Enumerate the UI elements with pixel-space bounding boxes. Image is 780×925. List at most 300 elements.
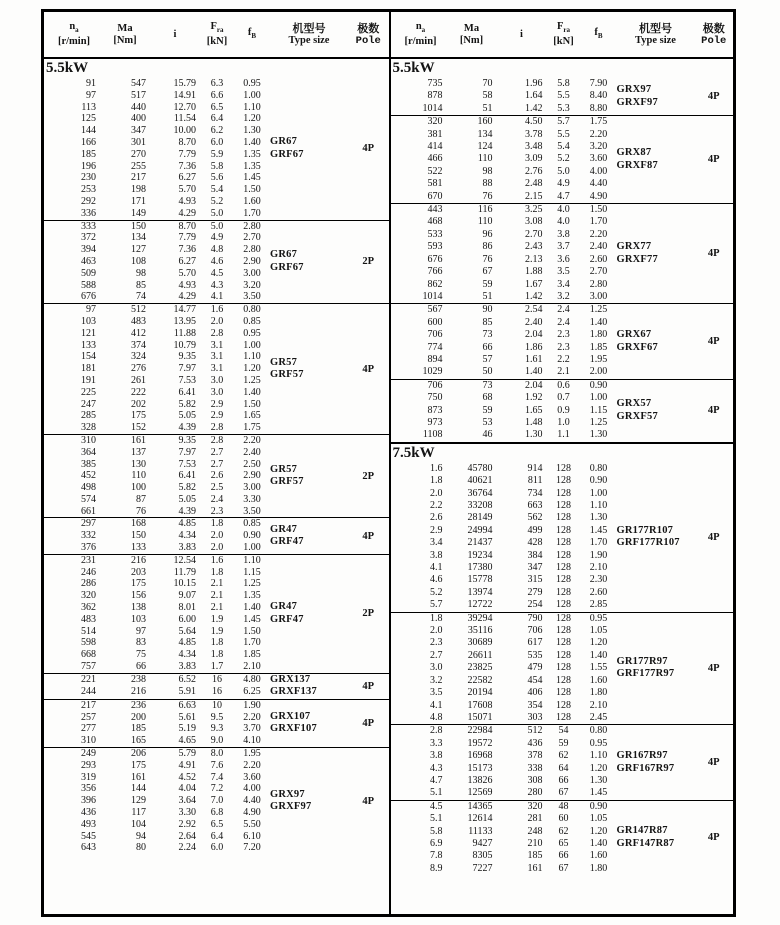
table-cell: 64 [558,762,569,774]
table-cell: 3.8 [430,549,443,561]
type-size-label: GRXF137 [270,686,317,698]
pole-cell: 4P [707,662,720,674]
table-cell: 574 [81,493,96,505]
table-cell: 4.29 [178,207,196,219]
table-cell: 1.10 [589,500,608,511]
table-cell: 12569 [467,787,493,799]
table-cell: 87 [136,493,146,505]
table-cell: 7.0 [210,795,224,807]
table-cell: 10.00 [173,125,196,137]
spec-rows [391,613,617,725]
table-cell: 4.85 [178,518,196,530]
table-cell: 0.90 [589,475,608,487]
table-cell: 3.09 [525,153,543,165]
table-cell: 466 [427,153,443,165]
table-cell: 144 [131,783,146,795]
table-cell: 1.10 [589,750,608,762]
table-cell: 97 [86,304,96,316]
table-cell: 1.92 [525,392,543,404]
table-cell: 3.64 [178,795,196,807]
table-cell: 8.9 [430,862,443,874]
table-cell: 894 [427,353,443,365]
table-cell: 85 [136,279,146,291]
table-cell: 347 [131,125,146,137]
table-cell: 238 [131,673,146,685]
table-cell: 8.40 [589,90,608,102]
table-cell: 4.0 [557,204,570,216]
table-cell: 175 [131,578,146,590]
table-row [391,488,617,500]
table-cell: 128 [556,674,571,686]
type-size-label: GR57 [270,463,298,475]
table-cell: 6.63 [178,699,196,711]
table-cell: 4.0 [557,216,570,228]
table-row [44,304,270,316]
table-cell: 1.96 [525,78,543,89]
table-row [391,366,617,378]
table-cell: 196 [81,160,96,172]
table-cell: 4.40 [589,178,608,190]
type-size-cell [270,518,348,553]
table-row [391,90,617,102]
table-cell: 1.90 [589,549,608,561]
table-cell: 1.8 [210,566,224,578]
table-cell: 706 [427,379,443,391]
table-cell: 1.45 [243,613,261,625]
table-cell: 3.2 [557,290,570,302]
table-cell: 4.00 [589,165,608,177]
table-cell: 128 [556,612,571,624]
table-cell: 5.7 [430,599,443,611]
table-cell: 50 [482,366,493,378]
table-row [391,254,617,266]
table-cell: 2.60 [589,586,608,598]
table-cell: 7.2 [210,783,224,795]
pole-cell: 4P [362,680,375,692]
table-row [44,482,270,494]
spec-rows [44,674,270,699]
table-cell: 134 [477,128,493,140]
table-cell: 15071 [467,711,493,723]
type-size-label: GR67 [270,136,298,148]
table-cell: 62 [558,750,569,762]
table-cell: 5.2 [430,586,443,598]
table-cell: 2.80 [243,244,261,256]
table-body-right [391,59,734,914]
table-cell: 0.90 [589,800,608,812]
table-cell: 59 [482,278,493,290]
table-row [391,380,617,392]
table-cell: 7.20 [243,842,261,854]
table-cell: 2.0 [210,315,224,327]
table-cell: 1.55 [589,662,608,674]
table-cell: 222 [131,386,146,398]
type-size-cell [617,78,695,115]
table-cell: 68 [482,392,493,404]
type-size-label: GRX97 [270,788,305,800]
table-row [391,613,617,625]
table-row [391,279,617,291]
table-cell: 128 [556,487,571,499]
table-cell: 2.45 [589,711,608,723]
table-cell: 2.8 [210,434,224,446]
table-row [44,78,270,90]
spec-block [44,699,389,747]
table-cell: 324 [131,351,146,363]
type-size-label: GR177R107 [616,524,674,536]
table-cell: 588 [81,279,96,291]
table-cell: 1.35 [243,590,261,602]
table-cell: 1.10 [243,351,261,363]
table-row [44,555,270,567]
table-row [391,166,617,178]
table-cell: 2.3 [557,341,570,353]
table-row [391,241,617,253]
pole-cell: 4P [707,336,720,348]
table-cell: 53 [482,416,493,428]
type-size-label: GRXF57 [616,410,658,422]
table-cell: 1.50 [243,398,261,410]
pole-cell: 4P [362,363,375,375]
table-row [391,392,617,404]
table-cell: 8.0 [210,748,224,760]
table-cell: 171 [131,195,146,207]
table-cell: 774 [427,341,443,353]
table-cell: 6.27 [178,172,196,184]
table-cell: 468 [427,216,443,228]
table-cell: 1.30 [589,774,608,786]
table-row [391,725,617,737]
table-cell: 1.35 [243,148,261,160]
table-cell: 128 [556,475,571,487]
table-cell: 166 [81,136,96,148]
table-cell: 152 [131,422,146,434]
table-cell: 2.6 [210,470,224,482]
table-row [391,537,617,549]
table-cell: 2.3 [210,505,224,517]
table-cell: 4.9 [210,232,224,244]
table-cell: 97 [86,89,96,101]
table-row [44,316,270,328]
table-cell: 7.79 [178,232,196,244]
pole-cell: 4P [707,757,720,769]
table-cell: 249 [81,748,96,760]
table-cell: 2.10 [243,661,261,673]
table-cell: 5.9 [210,148,224,160]
table-row [391,587,617,599]
table-cell: 13826 [467,774,493,786]
table-row [44,578,270,590]
table-cell: 8.70 [178,220,196,232]
spec-rows [44,435,270,518]
spec-rows [391,380,617,442]
table-row [44,518,270,530]
table-cell: 1.45 [243,172,261,184]
table-cell: 90 [482,304,493,316]
type-size-cell [617,613,695,725]
table-cell: 6.27 [178,255,196,267]
col-header-ma: Ma [Nm] [113,22,137,46]
type-size-label: GRX57 [616,398,652,410]
table-cell: 4.5 [430,800,443,812]
table-cell: 17608 [467,699,493,711]
table-row [391,429,617,441]
table-cell: 75 [136,649,146,661]
table-row [44,399,270,411]
table-header [44,12,389,59]
spec-block [391,724,734,799]
table-cell: 57 [482,353,493,365]
table-cell: 1.60 [589,850,608,862]
table-cell: 3.20 [589,141,608,153]
spec-block [391,800,734,875]
table-cell: 128 [556,662,571,674]
table-cell: 4.10 [243,735,261,747]
table-cell: 7.36 [178,160,196,172]
table-cell: 1.10 [243,554,261,566]
table-cell: 3.8 [557,228,570,240]
col-header-fra: $F_{ra}$ [kN] [206,20,228,48]
table-cell: 1.95 [243,748,261,760]
table-cell: 108 [131,255,146,267]
table-row [391,405,617,417]
table-cell: 2.8 [210,327,224,339]
table-cell: 5.1 [430,813,443,825]
table-cell: 374 [131,339,146,351]
table-cell: 0.6 [557,379,570,391]
table-cell: 3.30 [243,493,261,505]
pole-cell: 4P [707,405,720,417]
spec-block [44,434,389,518]
table-cell: 2.54 [525,304,543,316]
table-cell: 394 [81,244,96,256]
table-cell: 5.4 [557,141,570,153]
table-cell: 1.75 [243,422,261,434]
table-cell: 6.3 [210,78,224,89]
table-cell: 1014 [422,102,443,114]
spec-rows [44,700,270,747]
table-cell: 5.1 [430,787,443,799]
table-cell: 280 [527,787,543,799]
table-cell: 0.85 [243,518,261,530]
table-row [391,838,617,850]
table-cell: 161 [131,434,146,446]
table-row [44,184,270,196]
table-cell: 1.15 [243,566,261,578]
table-cell: 40621 [467,475,493,487]
table-cell: 9.3 [210,723,224,735]
table-cell: 22582 [467,674,493,686]
table-cell: 4.8 [430,711,443,723]
table-cell: 128 [556,586,571,598]
table-row [44,291,270,303]
table-cell: 303 [527,711,543,723]
table-cell: 1.40 [243,386,261,398]
table-row [44,637,270,649]
table-cell: 277 [81,723,96,735]
table-cell: 144 [81,125,96,137]
table-row [44,494,270,506]
table-cell: 3.08 [525,216,543,228]
table-cell: 6.0 [210,842,224,854]
table-cell: 2.1 [210,590,224,602]
table-cell: 4.34 [178,530,196,542]
table-cell: 2.9 [210,398,224,410]
type-size-cell [270,555,348,673]
table-row [44,422,270,434]
table-row [391,512,617,524]
spec-block [391,78,734,115]
table-row [391,813,617,825]
table-cell: 124 [477,141,493,153]
table-cell: 128 [556,649,571,661]
pole-cell: 2P [362,470,375,482]
table-row [391,354,617,366]
table-cell: 1.20 [243,113,261,125]
table-cell: 67 [558,862,569,874]
table-cell: 1.00 [243,339,261,351]
table-cell: 128 [556,637,571,649]
table-cell: 2.92 [178,818,196,830]
table-cell: 2.0 [210,530,224,542]
table-cell: 103 [131,613,146,625]
col-header-na: $n_a$ [r/min] [404,20,437,48]
type-size-cell [617,463,695,612]
table-cell: 128 [556,500,571,511]
type-size-label: GRF57 [270,369,304,381]
table-cell: 6.25 [243,685,261,697]
table-row [44,614,270,626]
table-cell: 308 [527,774,543,786]
table-row [391,204,617,216]
type-size-cell [270,748,348,854]
table-cell: 7.36 [178,244,196,256]
spec-block [391,612,734,725]
table-cell: 28149 [467,512,493,524]
table-cell: 4.6 [210,255,224,267]
table-cell: 285 [81,410,96,422]
table-cell: 676 [427,253,443,265]
spec-block [44,517,389,553]
table-cell: 1.45 [589,787,608,799]
table-row [391,266,617,278]
table-cell: 3.8 [430,750,443,762]
table-cell: 134 [131,232,146,244]
table-cell: 2.0 [430,487,443,499]
table-cell: 74 [136,291,146,303]
table-cell: 973 [427,416,443,428]
table-cell: 436 [81,807,96,819]
table-row [391,475,617,487]
table-cell: 257 [81,711,96,723]
section-label: 5.5kW [392,60,435,76]
table-row [391,738,617,750]
table-cell: 396 [81,795,96,807]
table-cell: 1.00 [589,392,608,404]
table-cell: 3.1 [210,363,224,375]
table-cell: 7.79 [178,148,196,160]
table-cell: 2.3 [557,329,570,341]
table-cell: 156 [131,590,146,602]
table-cell: 372 [81,232,96,244]
table-cell: 4.93 [178,279,196,291]
table-cell: 203 [131,566,146,578]
table-cell: 509 [81,267,96,279]
table-row [44,340,270,352]
type-size-label: GRX107 [270,710,311,722]
table-cell: 292 [81,195,96,207]
table-cell: 1.75 [589,116,608,128]
table-cell: 4.04 [178,783,196,795]
table-cell: 600 [427,316,443,328]
section-label: 5.5kW [46,60,89,76]
table-row [44,772,270,784]
table-cell: 522 [427,165,443,177]
table-cell: 247 [81,398,96,410]
table-row [391,863,617,875]
table-cell: 2.2 [430,500,443,511]
table-cell: 138 [131,602,146,614]
table-cell: 2.30 [589,574,608,586]
table-row [44,363,270,375]
table-cell: 4.93 [178,195,196,207]
table-cell: 319 [81,771,96,783]
table-cell: 1.15 [589,404,608,416]
table-cell: 113 [81,101,96,113]
type-size-label: GRF67 [270,148,304,160]
table-cell: 6.0 [210,136,224,148]
table-cell: 5.0 [210,207,224,219]
table-row [44,831,270,843]
type-size-label: GRX67 [616,329,652,341]
table-cell: 1.90 [243,699,261,711]
table-cell: 6.41 [178,470,196,482]
table-cell: 7.53 [178,374,196,386]
table-cell: 2.20 [243,434,261,446]
table-row [44,328,270,340]
table-cell: 4.3 [210,279,224,291]
col-header-fb: $f_B$ [247,26,257,41]
table-row [44,435,270,447]
table-cell: 4.1 [210,291,224,303]
table-cell: 333 [81,220,96,232]
table-row [44,626,270,638]
table-row [44,842,270,854]
table-cell: 593 [427,241,443,253]
table-cell: 661 [81,505,96,517]
table-cell: 66 [558,850,569,862]
table-cell: 10.15 [173,578,196,590]
table-row [391,141,617,153]
table-cell: 4.80 [243,673,261,685]
table-cell: 97 [136,625,146,637]
table-cell: 221 [81,673,96,685]
table-cell: 128 [556,524,571,536]
table-cell: 130 [131,458,146,470]
table-cell: 1.25 [589,416,608,428]
spec-rows [44,221,270,304]
col-header-pole: 极数 Pole [355,21,381,47]
table-cell: 2.13 [525,253,543,265]
table-row [391,662,617,674]
table-cell: 6.2 [210,125,224,137]
table-cell: 6.52 [178,673,196,685]
table-cell: 1.42 [525,290,543,302]
table-row [44,113,270,125]
table-cell: 254 [527,599,543,611]
table-row [391,763,617,775]
table-body-left [44,59,389,914]
